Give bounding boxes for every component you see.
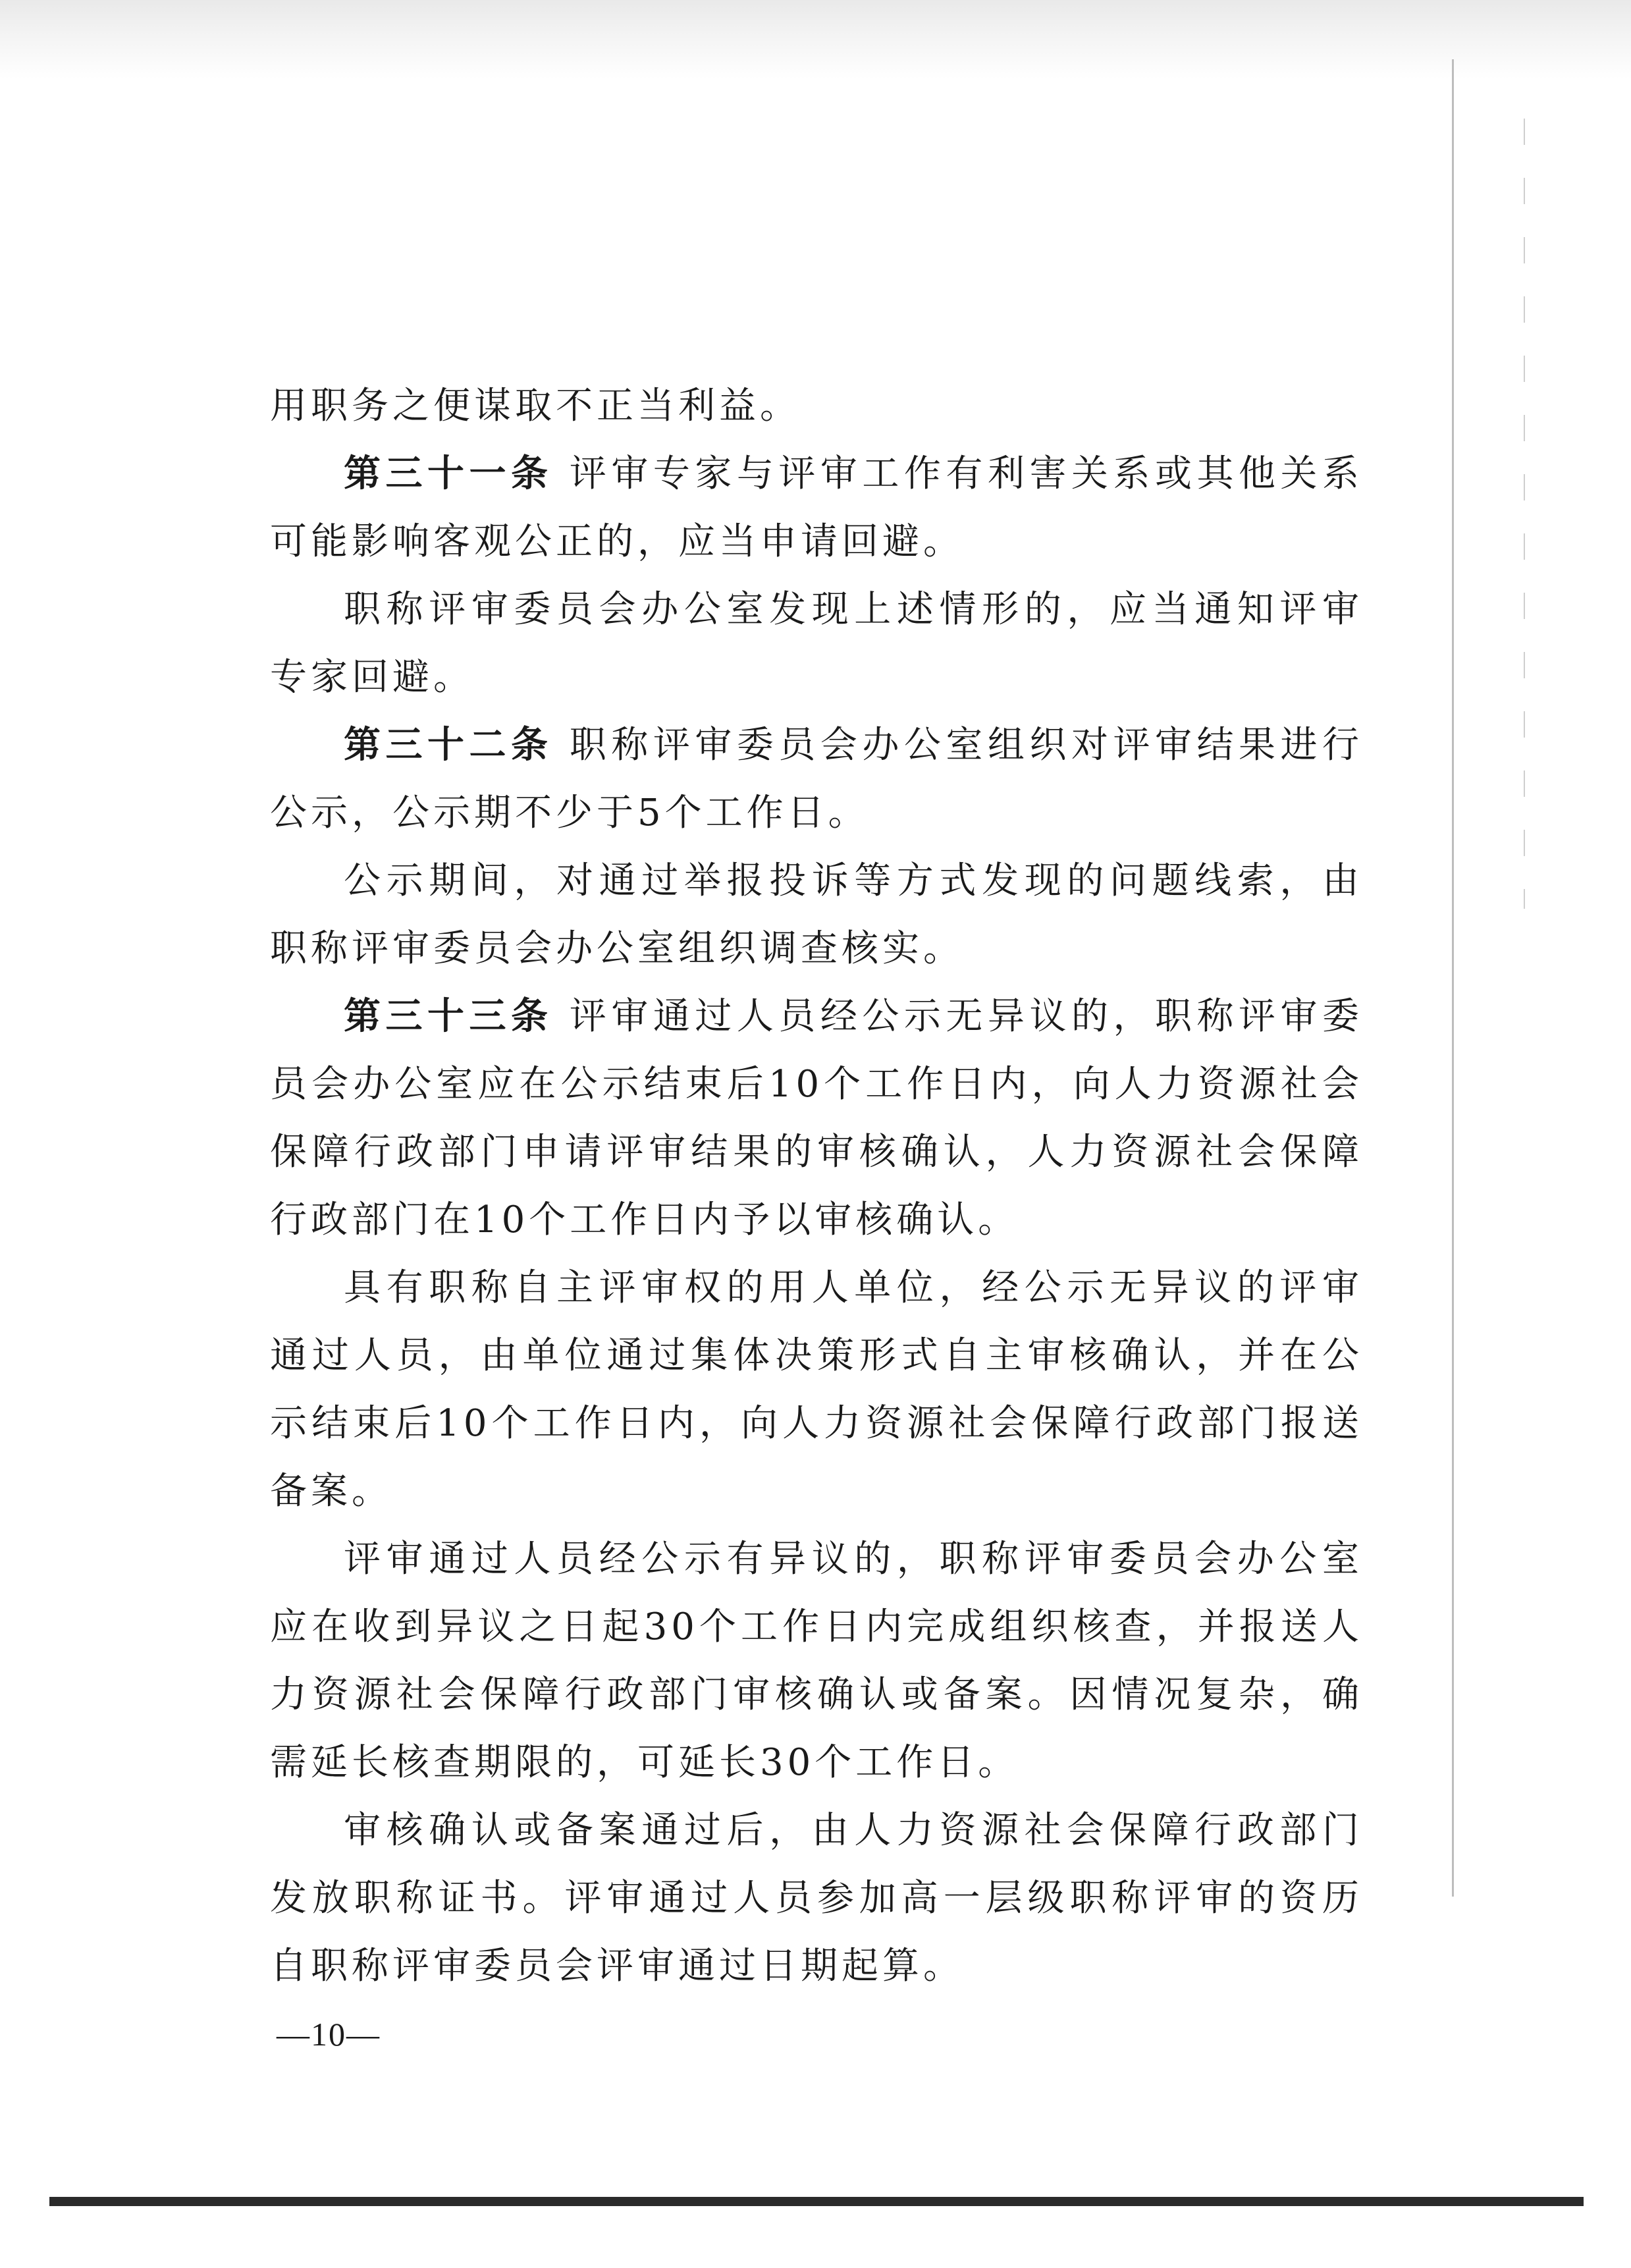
article-heading: 第三十一条 <box>344 452 553 495</box>
document-body <box>270 372 1363 2000</box>
paragraph-text: 具有职称自主评审权的用人单位，经公示无异议的评审通过人员，由单位通过集体决策形式自主审核确认，并在公示结束后10个工作日内，向人力资源社会保障行政部门报送备案。 <box>270 1266 1363 1513</box>
paragraph-2 <box>270 440 1363 576</box>
paragraph-text: 评审专家与评审工作有利害关系或其他关系可能影响客观公正的，应当申请回避。 <box>270 452 1363 563</box>
paragraph-9 <box>270 1796 1363 2000</box>
paragraph-text: 用职务之便谋取不正当利益。 <box>270 385 801 427</box>
paragraph-3 <box>270 576 1363 711</box>
paragraph-8 <box>270 1525 1363 1796</box>
paragraph-7 <box>270 1254 1363 1525</box>
paragraph-5 <box>270 847 1363 983</box>
scan-edge-dash <box>1524 119 1525 909</box>
article-heading: 第三十三条 <box>344 995 553 1038</box>
scan-edge-line <box>1452 59 1454 1897</box>
paragraph-1 <box>270 372 1363 440</box>
paragraph-text: 职称评审委员会办公室组织对评审结果进行公示，公示期不少于5个工作日。 <box>270 724 1363 834</box>
paragraph-text: 评审通过人员经公示无异议的，职称评审委员会办公室应在公示结束后10个工作日内，向人力资源社会保障行政部门申请评审结果的审核确认，人力资源社会保障行政部门在10个工作日内予以审核确认。 <box>270 995 1363 1241</box>
page-number: —10— <box>277 2016 381 2053</box>
paragraph-6 <box>270 983 1363 1254</box>
paragraph-text: 审核确认或备案通过后，由人力资源社会保障行政部门发放职称证书。评审通过人员参加高一层级职称评审的资历自职称评审委员会评审通过日期起算。 <box>270 1809 1363 1987</box>
scan-top-shadow <box>0 0 1631 79</box>
article-heading: 第三十二条 <box>344 724 553 767</box>
paragraph-text: 公示期间，对通过举报投诉等方式发现的问题线索，由职称评审委员会办公室组织调查核实。 <box>270 859 1363 970</box>
paragraph-4 <box>270 711 1363 847</box>
paragraph-text: 职称评审委员会办公室发现上述情形的，应当通知评审专家回避。 <box>270 588 1363 699</box>
paragraph-text: 评审通过人员经公示有异议的，职称评审委员会办公室应在收到异议之日起30个工作日内完成组织核查，并报送人力资源社会保障行政部门审核确认或备案。因情况复杂，确需延长核查期限的，可延长30个工作日。 <box>270 1538 1363 1784</box>
scan-bottom-bar <box>49 2197 1584 2206</box>
